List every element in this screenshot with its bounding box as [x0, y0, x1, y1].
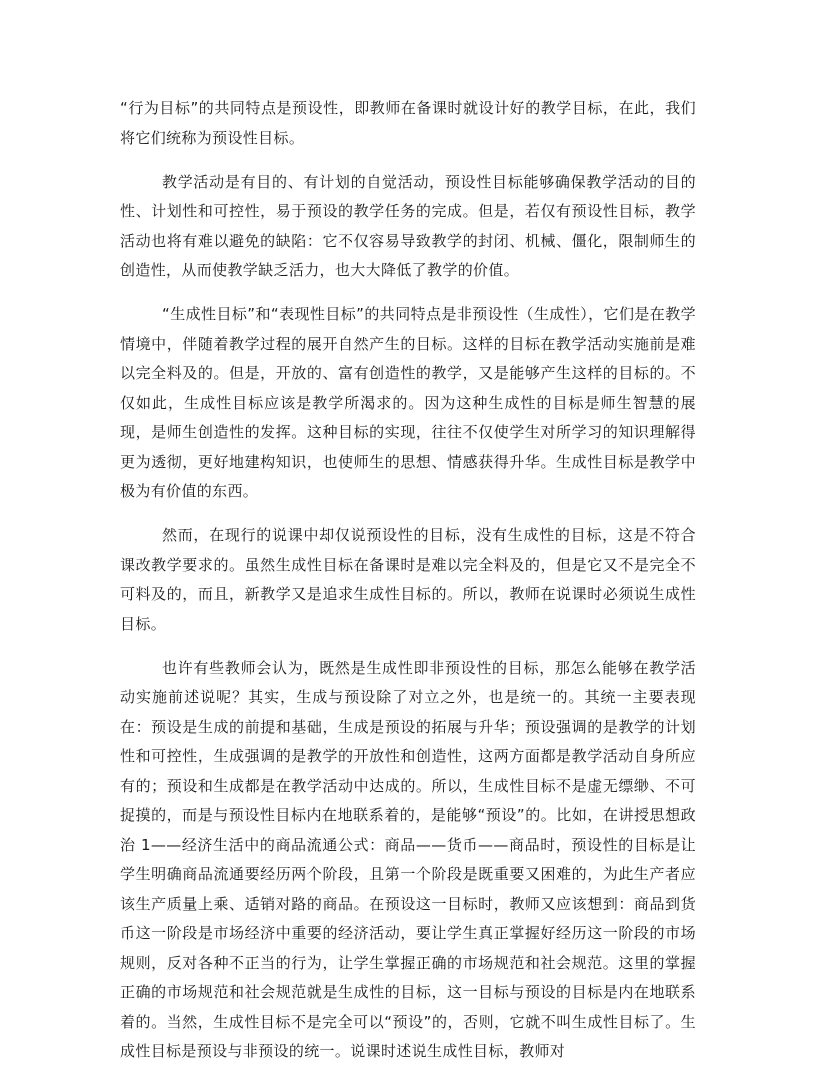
- paragraph-preset-and-generative-unity: 也许有些教师会认为，既然是生成性即非预设性的目标，那怎么能够在教学活动实施前述说呢？其实，生成与预设除了对立之外，也是统一的。其统一主要表现在：预设是生成的前提和基础，生成是预设的拓展与升华；预设强调的是教学的计划性和可控性，生成强调的是教学的开放性和创造性，这两方面都是教学活动自身所应有的；预设和生成都是在教学活动中达成的。所以，生成性目标不是虚无缥缈、不可捉摸的，而是与预设性目标内在地联系着的，是能够“预设”的。比如，在讲授思想政治 1——经济生活中的商品流通公式：商品——货币——商品时，预设性的目标是让学生明确商品流通要经历两个阶段，且第一个阶段是既重要又困难的，为此生产者应该生产质量上乘、适销对路的商品。在预设这一目标时，教师又应该想到：商品到货币这一阶段是市场经济中重要的经济活动，要让学生真正掌握好经历这一阶段的市场规则，反对各种不正当的行为，让学生掌握正确的市场规范和社会规范。这里的掌握正确的市场规范和社会规范就是生成性的目标，这一目标与预设的目标是内在地联系着的。当然，生成性目标不是完全可以“预设”的，否则，它就不叫生成性目标了。生成性目标是预设与非预设的统一。说课时述说生成性目标，教师对: [120, 658, 696, 1060]
- paragraph-teaching-activity: 教学活动是有目的、有计划的自觉活动，预设性目标能够确保教学活动的目的性、计划性和可控性，易于预设的教学任务的完成。但是，若仅有预设性目标，教学活动也将有难以避免的缺陷：它不仅容易导致教学的封闭、机械、僵化，限制师生的创造性，从而使教学缺乏活力，也大大降低了教学的价值。: [120, 172, 696, 279]
- paragraph-preset-objectives: “行为目标”的共同特点是预设性，即教师在备课时就设计好的教学目标，在此，我们将它们统称为预设性目标。: [120, 99, 696, 147]
- document-body: [120, 94, 696, 1081]
- paragraph-lesson-presentation: 然而，在现行的说课中却仅说预设性的目标，没有生成性的目标，这是不符合课改教学要求的。虽然生成性目标在备课时是难以完全料及的，但是它又不是完全不可料及的，而且，新教学又是追求生成性目标的。所以，教师在说课时必须说生成性目标。: [120, 526, 696, 633]
- paragraph-generative-objectives: “生成性目标”和“表现性目标”的共同特点是非预设性（生成性），它们是在教学情境中，伴随着教学过程的展开自然产生的目标。这样的目标在教学活动实施前是难以完全料及的。但是，开放的、富有创造性的教学，又是能够产生这样的目标的。不仅如此，生成性目标应该是教学所渴求的。因为这种生成性的目标是师生智慧的展现，是师生创造性的发挥。这种目标的实现，往往不仅使学生对所学习的知识理解得更为透彻，更好地建构知识，也使师生的思想、情感获得升华。生成性目标是教学中极为有价值的东西。: [120, 305, 696, 500]
